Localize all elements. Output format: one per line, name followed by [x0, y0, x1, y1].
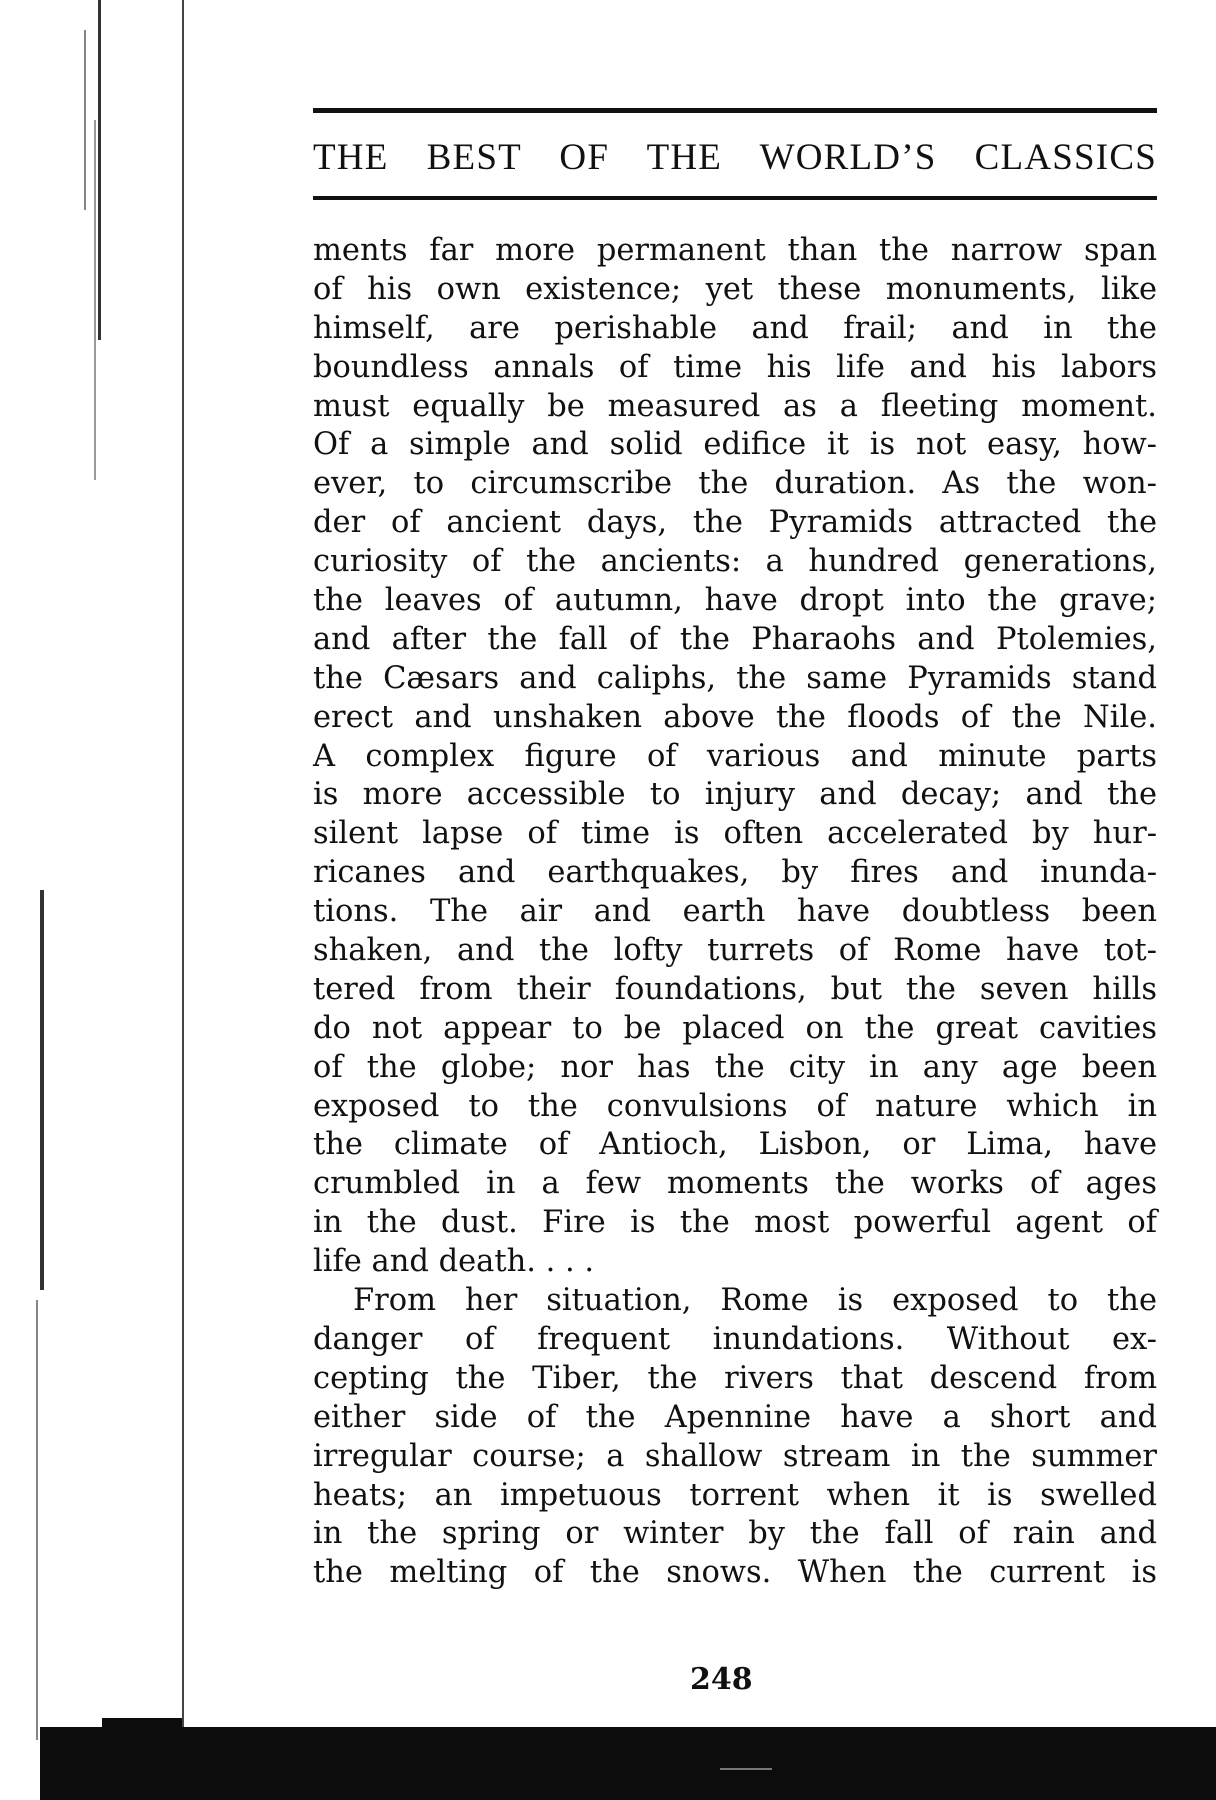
text-line: ricanes and earthquakes, by fires and inunda- [313, 855, 1157, 891]
text-line: must equally be measured as a fleeting moment. [313, 388, 1157, 424]
text-line: boundless annals of time his life and his labors [313, 349, 1157, 385]
text-line: irregular course; a shallow stream in the summer [313, 1438, 1157, 1474]
text-line: himself, are perishable and frail; and in the [313, 310, 1157, 346]
header-rule-bottom [313, 196, 1157, 200]
text-line: the melting of the snows. When the current is [313, 1555, 1157, 1591]
text-line: either side of the Apennine have a short and [313, 1399, 1157, 1435]
text-line: Of a simple and solid edifice it is not easy, how- [313, 427, 1157, 463]
text-line: of the globe; nor has the city in any age been [313, 1049, 1157, 1085]
text-line: in the dust. Fire is the most powerful agent of [313, 1205, 1157, 1241]
page-number: 248 [690, 1662, 753, 1697]
text-line: cepting the Tiber, the rivers that descend from [313, 1360, 1157, 1396]
text-line: and after the fall of the Pharaohs and Ptolemies, [313, 621, 1157, 657]
text-line: A complex figure of various and minute parts [313, 738, 1157, 774]
text-line: in the spring or winter by the fall of rain and [313, 1516, 1157, 1552]
text-line: of his own existence; yet these monuments, like [313, 271, 1157, 307]
text-line: the leaves of autumn, have dropt into the grave; [313, 583, 1157, 619]
text-line: ever, to circumscribe the duration. As the won- [313, 466, 1157, 502]
text-line: tions. The air and earth have doubtless been [313, 894, 1157, 930]
text-line: the climate of Antioch, Lisbon, or Lima, have [313, 1127, 1157, 1163]
text-line: ments far more permanent than the narrow span [313, 233, 1157, 268]
text-line: is more accessible to injury and decay; and the [313, 777, 1157, 813]
text-line: erect and unshaken above the floods of the Nile. [313, 699, 1157, 735]
binding-edge-line [182, 0, 184, 1730]
text-line: heats; an impetuous torrent when it is swelled [313, 1477, 1157, 1513]
text-line: crumbled in a few moments the works of ages [313, 1166, 1157, 1202]
text-line: the Cæsars and caliphs, the same Pyramids stand [313, 660, 1157, 696]
gutter-scan-mark [36, 1300, 38, 1740]
text-line: shaken, and the lofty turrets of Rome have tot- [313, 933, 1157, 969]
running-head: THE BEST OF THE WORLD’S CLASSICS [313, 137, 1157, 178]
text-line: life and death. . . . [313, 1244, 595, 1280]
text-line: exposed to the convulsions of nature which in [313, 1088, 1157, 1124]
text-line: der of ancient days, the Pyramids attracted the [313, 505, 1157, 541]
text-line: From her situation, Rome is exposed to the [353, 1283, 1157, 1319]
text-line: danger of frequent inundations. Without ex- [313, 1321, 1157, 1357]
gutter-scan-mark [84, 30, 86, 210]
text-line: curiosity of the ancients: a hundred generations, [313, 544, 1157, 580]
text-line: silent lapse of time is often accelerated by hur- [313, 816, 1157, 852]
gutter-scan-mark [40, 890, 44, 1290]
header-rule-top [313, 108, 1157, 113]
text-line: tered from their foundations, but the seven hills [313, 971, 1157, 1007]
gutter-scan-mark [98, 0, 101, 340]
gutter-scan-mark [94, 120, 96, 480]
text-line: do not appear to be placed on the great cavities [313, 1010, 1157, 1046]
bottom-scan-band [40, 1727, 1216, 1800]
bottom-band-scratch [720, 1768, 772, 1770]
body-text [313, 232, 1157, 1593]
